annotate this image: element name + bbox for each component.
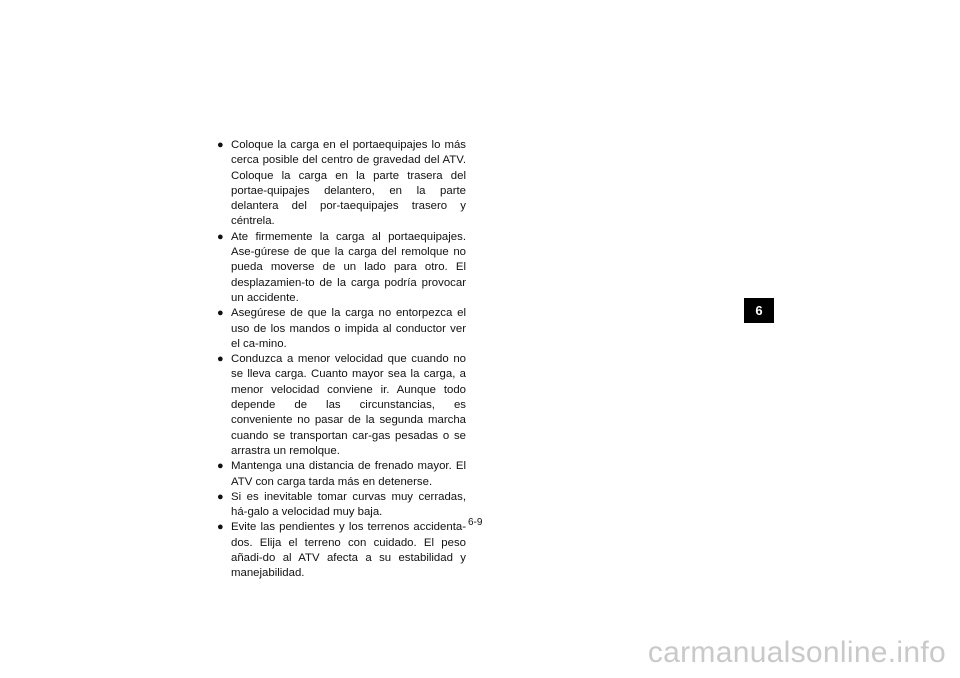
list-item (217, 138, 466, 230)
list-item (217, 230, 466, 306)
bullet-text: Evite las pendientes y los terrenos accidenta-dos. Elija el terreno con cuidado. El peso añadi-do al ATV afecta a su estabilidad y manejabilidad. (231, 521, 466, 580)
chapter-tab: 6 (744, 298, 774, 323)
bullet-icon: ● (217, 307, 224, 320)
content-column (217, 138, 466, 582)
bullet-text: Si es inevitable tomar curvas muy cerradas, há-galo a velocidad muy baja. (231, 490, 466, 519)
list-item (217, 490, 466, 521)
safety-bullet-list (217, 138, 466, 582)
bullet-text: Coloque la carga en el portaequipajes lo más cerca posible del centro de gravedad del ATV. Coloque la carga en la parte trasera del portae-quipajes delantero, en la parte delantera del por-taequipajes trasero y céntrela. (231, 139, 466, 228)
bullet-text: Mantenga una distancia de frenado mayor. El ATV con carga tarda más en detenerse. (231, 460, 466, 488)
bullet-icon: ● (217, 353, 224, 366)
list-item (217, 352, 466, 459)
list-item (217, 520, 466, 581)
bullet-icon: ● (217, 139, 224, 151)
bullet-text: Conduzca a menor velocidad que cuando no se lleva carga. Cuanto mayor sea la carga, a menor velocidad conviene ir. Aunque todo depende de las circunstancias, es conveniente no pasar de la segunda marcha cuando se transportan car-gas pesadas o se arrastra un remolque. (231, 353, 466, 457)
bullet-text: Ate firmemente la carga al portaequipajes. Ase-gúrese de que la carga del remolque no pueda moverse de un lado para otro. El desplazamien-to de la carga podría provocar un accidente. (231, 230, 466, 304)
page-number: 6-9 (468, 517, 483, 528)
bullet-text: Asegúrese de que la carga no entorpezca el uso de los mandos o impida al conductor ver el ca-mino. (231, 307, 466, 350)
list-item (217, 306, 466, 352)
bullet-icon: ● (217, 521, 224, 534)
list-item (217, 459, 466, 490)
bullet-icon: ● (217, 230, 224, 243)
bullet-icon: ● (217, 490, 224, 503)
watermark: carmanualsonline.info (647, 636, 946, 669)
bullet-icon: ● (217, 460, 224, 473)
